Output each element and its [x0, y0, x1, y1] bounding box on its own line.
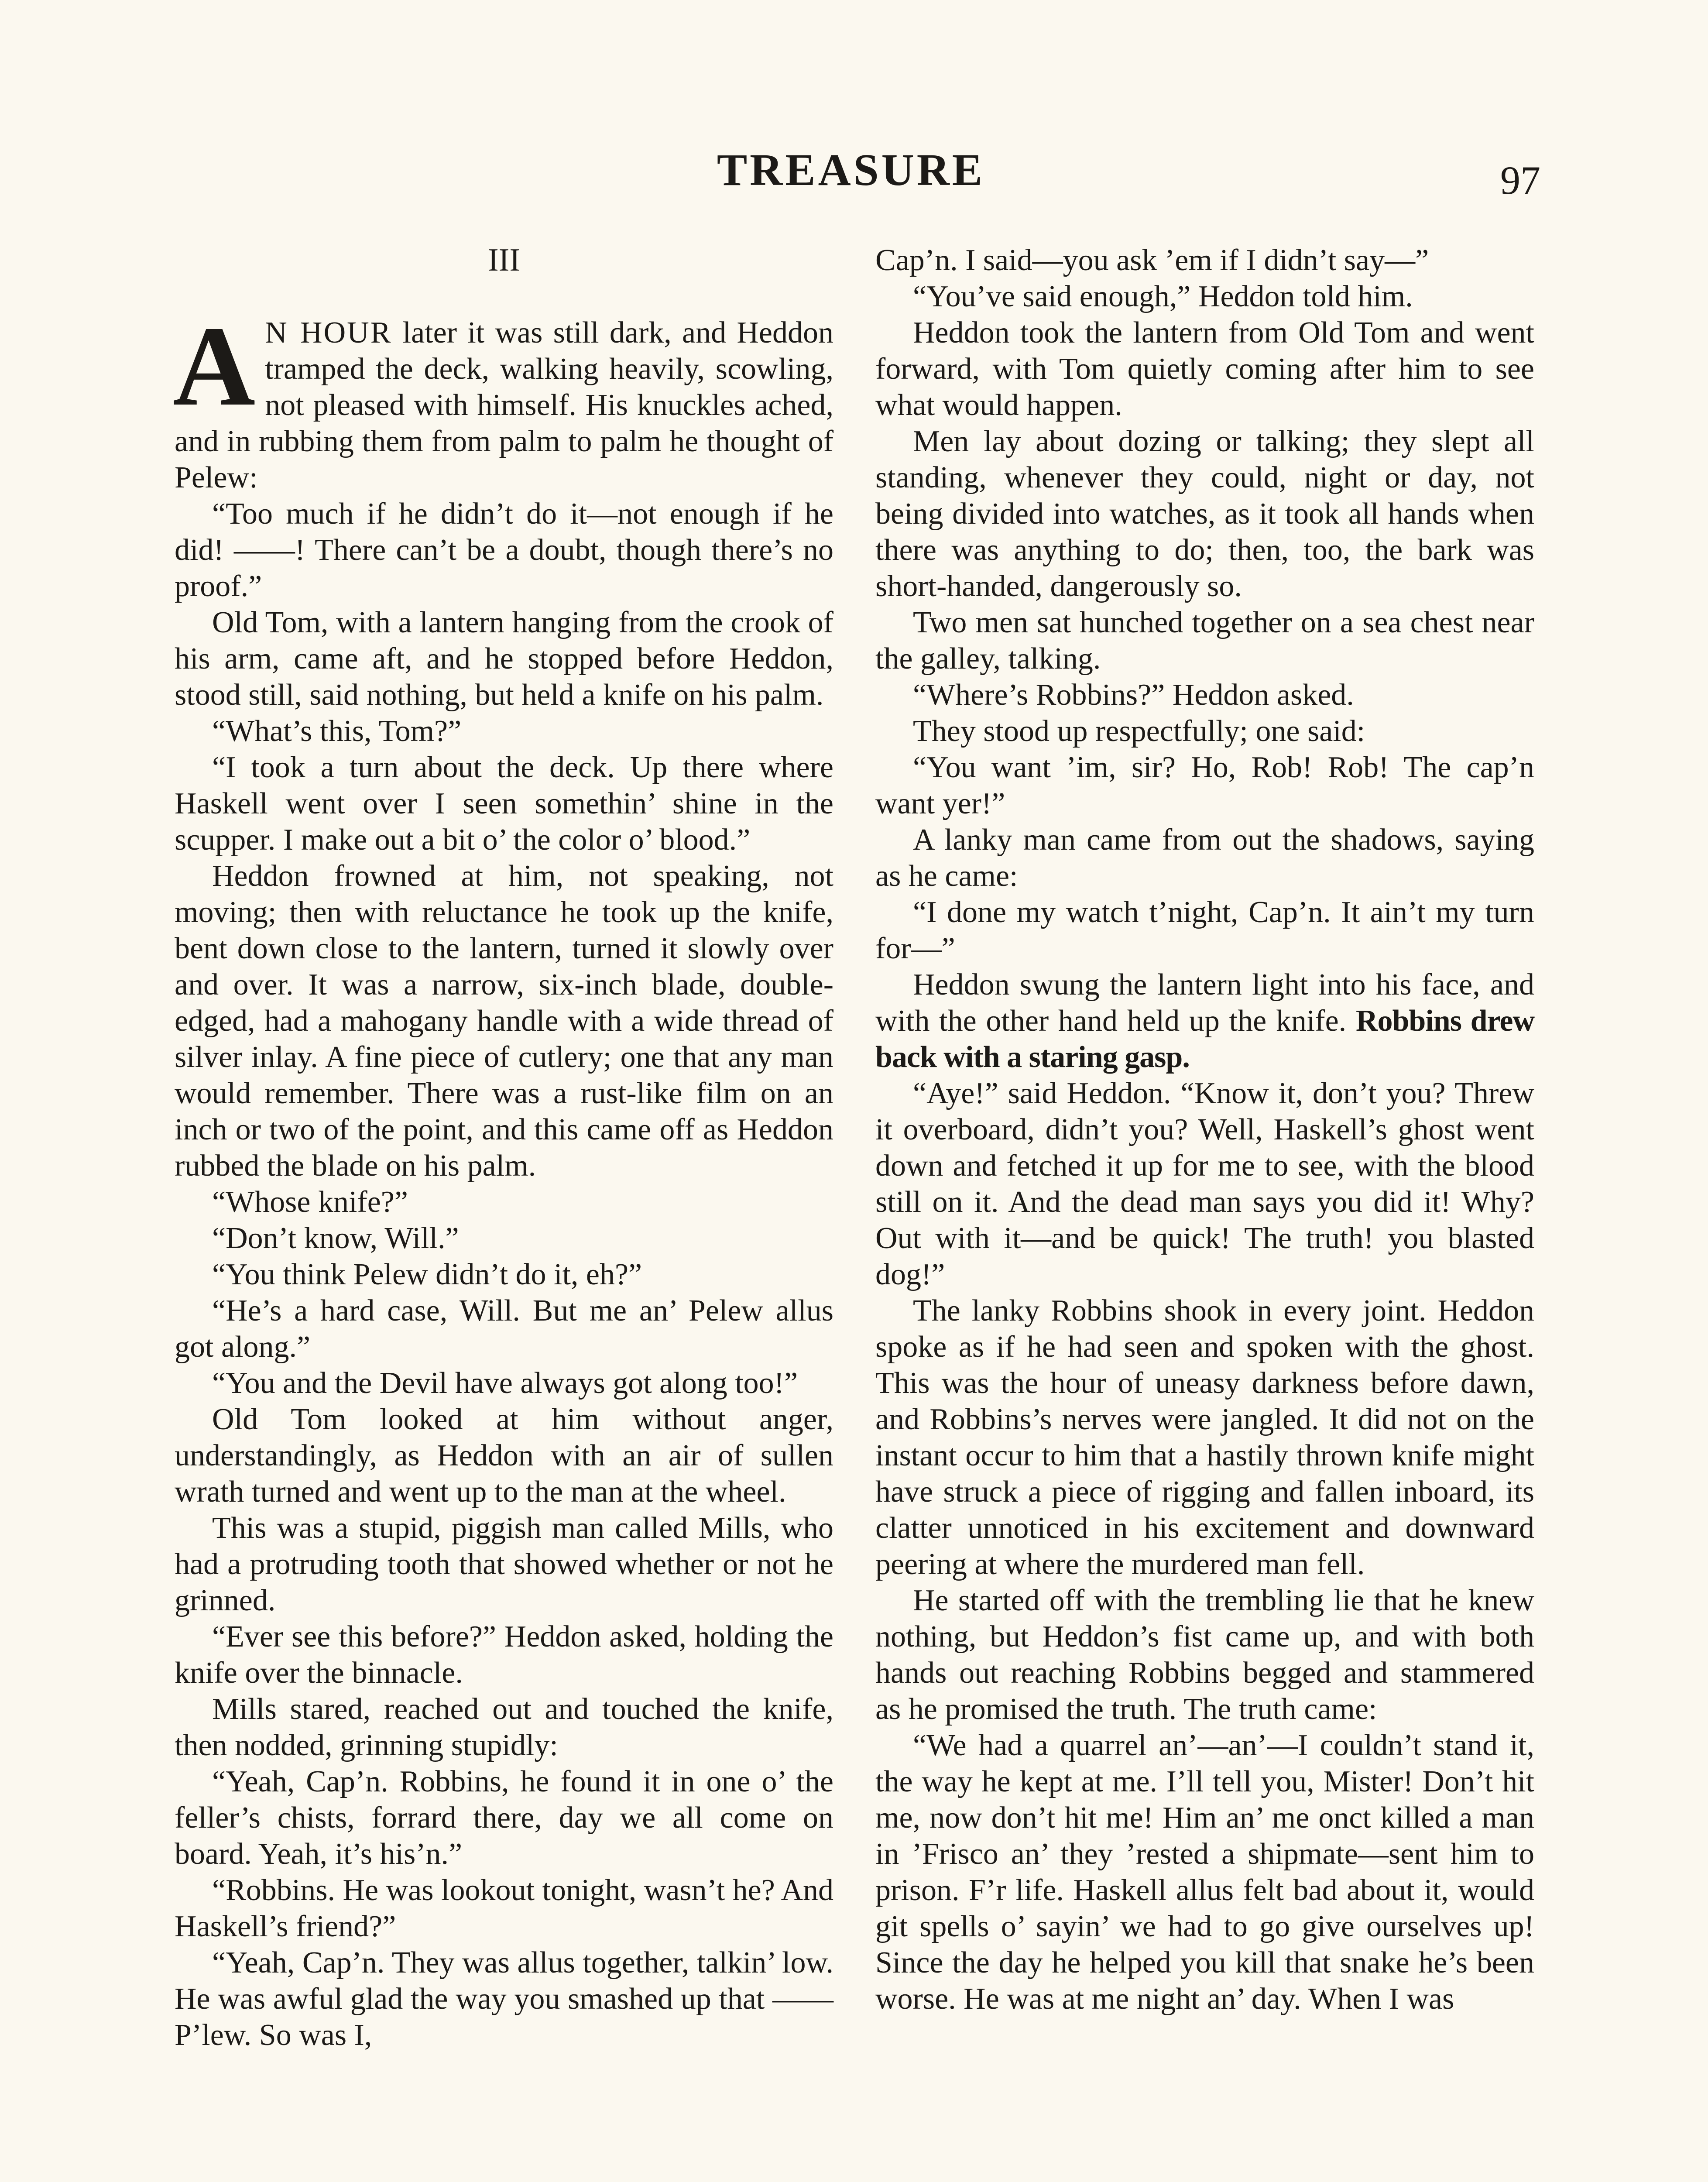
- opening-paragraph: [173, 303, 833, 496]
- paragraph: Mills stared, reached out and touched the knife, then nodded, grinning stupidly:: [175, 1692, 833, 1762]
- paragraph: Men lay about dozing or talking; they slept all standing, whenever they could, night or day, not being divided into watches, as it took all hands when there was anything to do; then, too, the bark was short-handed, dangerously so.: [875, 425, 1534, 603]
- paragraph: “Too much if he didn’t do it—not enough if he did! ——! There can’t be a doubt, though there’s no proof.”: [175, 497, 833, 603]
- paragraph: Heddon took the lantern from Old Tom and went forward, with Tom quietly coming after him to see what would happen.: [875, 316, 1534, 422]
- page-number: 97: [1500, 158, 1540, 202]
- right-column: [875, 242, 1534, 2017]
- drop-cap: A: [173, 303, 256, 429]
- paragraph: Old Tom, with a lantern hanging from the crook of his arm, came aft, and he stopped before Heddon, stood still, said nothing, but held a knife on his palm.: [175, 606, 833, 712]
- paragraph: “You want ’im, sir? Ho, Rob! Rob! The cap’n want yer!”: [875, 751, 1534, 820]
- paragraph: “You’ve said enough,” Heddon told him.: [913, 280, 1413, 313]
- paragraph: “I took a turn about the deck. Up there where Haskell went over I seen somethin’ shine in the scupper. I make out a bit o’ the color o’ blood.”: [175, 751, 833, 857]
- paragraph: “Ever see this before?” Heddon asked, holding the knife over the binnacle.: [175, 1620, 833, 1690]
- paragraph: “We had a quarrel an’—an’—I couldn’t stand it, the way he kept at me. I’ll tell you, Mister! Don’t hit me, now don’t hit me! Him an’ me onct killed a man in ’Frisco an’ they ’rested a shipmate—sent him to prison. F’r life. Haskell allus felt bad about it, would git spells o’ sayin’ we had to go give ourselves up! Since the day he helped you kill that snake he’s been worse. He was at me night an’ day. When I was: [875, 1729, 1534, 2016]
- paragraph: “He’s a hard case, Will. But me an’ Pelew allus got along.”: [175, 1294, 833, 1364]
- paragraph: “You and the Devil have always got along too!”: [212, 1366, 798, 1400]
- paragraph: “Whose knife?”: [212, 1185, 408, 1219]
- paragraph: He started off with the trembling lie that he knew nothing, but Heddon’s fist came up, and with both hands out reaching Robbins begged and stammered as he promised the truth. The truth came:: [875, 1584, 1534, 1726]
- paragraph: “Where’s Robbins?” Heddon asked.: [913, 678, 1354, 712]
- opening-text: later it was still dark, and Heddon tramped the deck, walking heavily, scowling, not pleased with himself. His knuckles ached, and in rubbing them from palm to palm he thought of Pelew:: [175, 316, 833, 494]
- paragraph: “What’s this, Tom?”: [212, 714, 462, 748]
- knife-paragraph-bold: Robbins drew back with a staring gasp.: [875, 1004, 1535, 1074]
- paragraph: This was a stupid, piggish man called Mills, who had a protruding tooth that showed whether or not he grinned.: [175, 1511, 833, 1617]
- paragraph: A lanky man came from out the shadows, saying as he came:: [875, 823, 1534, 893]
- knife-paragraph-text: Heddon swung the lantern light into his face, and with the other hand held up the knife.: [875, 968, 1534, 1038]
- paragraph: “Don’t know, Will.”: [212, 1221, 459, 1255]
- running-title: TREASURE: [717, 145, 985, 195]
- paragraph: Two men sat hunched together on a sea chest near the galley, talking.: [875, 606, 1534, 676]
- opening-smallcaps: N HOUR: [265, 316, 392, 350]
- section-heading: III: [488, 242, 520, 278]
- paragraph: “Yeah, Cap’n. Robbins, he found it in one o’ the feller’s chists, forrard there, day we all come on board. Yeah, it’s his’n.”: [175, 1765, 833, 1871]
- paragraph: “You think Pelew didn’t do it, eh?”: [212, 1258, 642, 1291]
- paragraph: “Yeah, Cap’n. They was allus together, talkin’ low. He was awful glad the way you smashed up that —— P’lew. So was I,: [175, 1946, 833, 2052]
- paragraph: “Aye!” said Heddon. “Know it, don’t you? Threw it overboard, didn’t you? Well, Haskell’s ghost went down and fetched it up for me to see, with the blood still on it. And the dead man says you did it! Why? Out with it—and be quick! The truth! you blasted dog!”: [875, 1077, 1534, 1291]
- paragraph: They stood up respectfully; one said:: [913, 714, 1365, 748]
- paragraph: “I done my watch t’night, Cap’n. It ain’t my turn for—”: [875, 895, 1534, 965]
- continued-paragraph: Cap’n. I said—you ask ’em if I didn’t say—”: [875, 244, 1429, 277]
- knife-paragraph: [875, 967, 1534, 1075]
- paragraph: Old Tom looked at him without anger, understandingly, as Heddon with an air of sullen wrath turned and went up to the man at the wheel.: [175, 1403, 833, 1509]
- paragraph: Heddon frowned at him, not speaking, not moving; then with reluctance he took up the knife, bent down close to the lantern, turned it slowly over and over. It was a narrow, six-inch blade, double-edged, had a mahogany handle with a wide thread of silver inlay. A fine piece of cutlery; one that any man would remember. There was a rust-like film on an inch or two of the point, and this came off as Heddon rubbed the blade on his palm.: [175, 859, 833, 1183]
- paragraph: “Robbins. He was lookout tonight, wasn’t he? And Haskell’s friend?”: [175, 1873, 833, 1943]
- paragraph: The lanky Robbins shook in every joint. Heddon spoke as if he had seen and spoken with the ghost. This was the hour of uneasy darkness before dawn, and Robbins’s nerves were jangled. It did not on the instant occur to him that a hastily thrown knife might have struck a piece of rigging and fallen inboard, its clatter unnoticed in his excitement and downward peering at where the murdered man fell.: [875, 1294, 1534, 1581]
- left-column: [175, 242, 833, 2053]
